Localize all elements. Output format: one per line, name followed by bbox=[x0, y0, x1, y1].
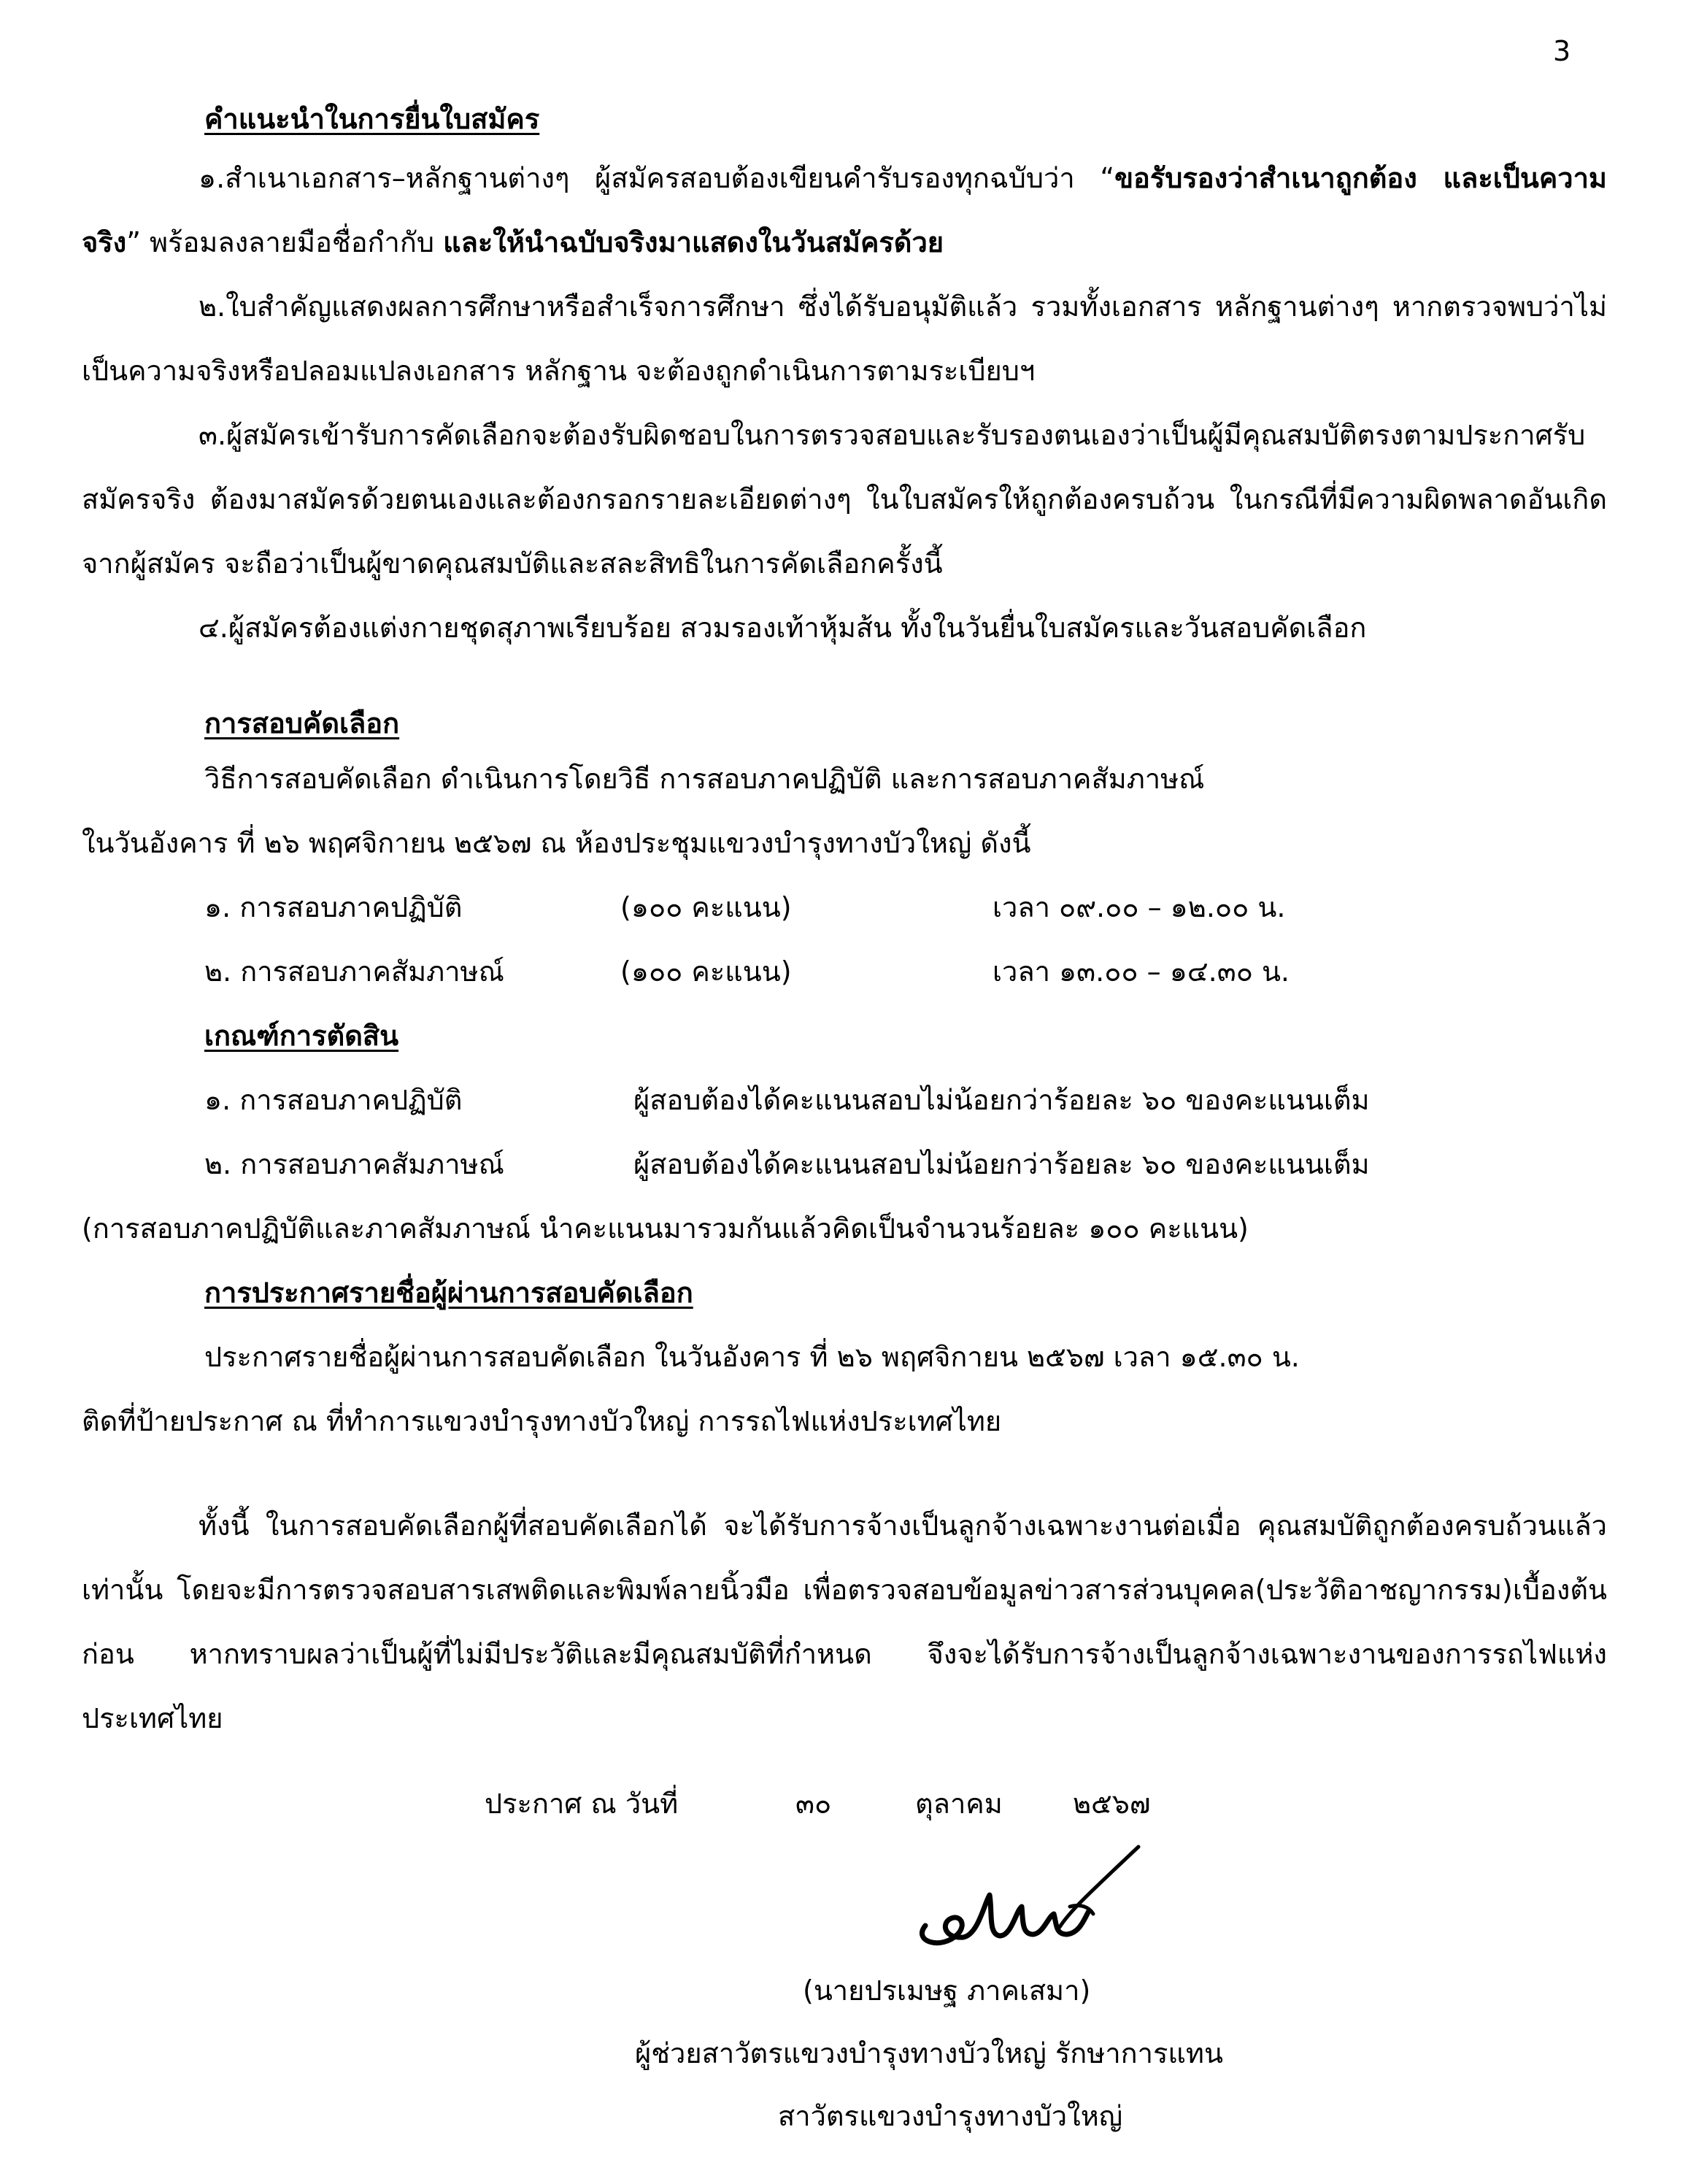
item2-text: ๒.ใบสำคัญแสดงผลการศึกษาหรือสำเร็จการศึกษา ซึ่งได้รับอนุมัติแล้ว รวมทั้งเอกสาร หลักฐานต่างๆ หากตรวจพบว่าไม่เป็นความจริงหรือปลอมแปลงเอกสาร หลักฐาน จะต้องถูกดำเนินการตามระเบียบฯ bbox=[82, 291, 1607, 387]
criteria-name: ๑. การสอบภาคปฏิบัติ bbox=[204, 1084, 463, 1116]
criteria-rule: ผู้สอบต้องได้คะแนนสอบไม่น้อยกว่าร้อยละ ๖๐ ของคะแนนเต็ม bbox=[633, 1084, 1370, 1116]
item1-text: ๑.สำเนาเอกสาร–หลักฐานต่างๆ ผู้สมัครสอบต้องเขียนคำรับรองทุกฉบับว่า “ bbox=[199, 162, 1115, 194]
item1-bold-certify: ขอรับรองว่าสำเนาถูกต้อง และเป็นความจริง bbox=[82, 162, 1607, 258]
exam-score: (๑๐๐ คะแนน) bbox=[620, 891, 792, 923]
selection-method: วิธีการสอบคัดเลือก ดำเนินการโดยวิธี การสอบภาคปฏิบัติ และการสอบภาคสัมภาษณ์ bbox=[204, 763, 1205, 795]
announcement-heading: การประกาศรายชื่อผู้ผ่านการสอบคัดเลือก bbox=[204, 1277, 693, 1309]
announcement-date: ประกาศรายชื่อผู้ผ่านการสอบคัดเลือก ในวันอังคาร ที่ ๒๖ พฤศจิกายน ๒๕๖๗ เวลา ๑๕.๓๐ น. bbox=[204, 1341, 1300, 1373]
exam-time: เวลา ๐๙.๐๐ – ๑๒.๐๐ น. bbox=[993, 891, 1286, 923]
selection-heading: การสอบคัดเลือก bbox=[204, 707, 400, 739]
item3-text: ๓.ผู้สมัครเข้ารับการคัดเลือกจะต้องรับผิดชอบในการตรวจสอบและรับรองตนเองว่าเป็นผู้มีคุณสมบัติตรงตามประกาศรับสมัครจริง ต้องมาสมัครด้วยตนเองและต้องกรอกรายละเอียดต่างๆ ในใบสมัครให้ถูกต้องครบถ้วน ในกรณีที่มีความผิดพลาดอันเกิดจากผู้สมัคร จะถือว่าเป็นผู้ขาดคุณสมบัติและสละสิทธิในการคัดเลือกครั้งนี้ bbox=[82, 419, 1607, 580]
criteria-heading: เกณฑ์การตัดสิน bbox=[204, 1020, 399, 1052]
exam-score: (๑๐๐ คะแนน) bbox=[620, 956, 792, 988]
criteria-name: ๒. การสอบภาคสัมภาษณ์ bbox=[204, 1148, 504, 1180]
exam-time: เวลา ๑๓.๐๐ – ๑๔.๓๐ น. bbox=[993, 956, 1290, 988]
signature-image bbox=[898, 1825, 1160, 1971]
item1-bold-original: และให้นำฉบับจริงมาแสดงในวันสมัครด้วย bbox=[443, 226, 944, 258]
page-number: 3 bbox=[1553, 35, 1571, 67]
criteria-note: (การสอบภาคปฏิบัติและภาคสัมภาษณ์ นำคะแนนมารวมกันแล้วคิดเป็นจำนวนร้อยละ ๑๐๐ คะแนน) bbox=[82, 1212, 1249, 1245]
instruction-item-1 bbox=[82, 146, 1607, 274]
announcement-location: ติดที่ป้ายประกาศ ณ ที่ทำการแขวงบำรุงทางบัวใหญ่ การรถไฟแห่งประเทศไทย bbox=[82, 1405, 1002, 1437]
signer-position-2: สาวัตรแขวงบำรุงทางบัวใหญ่ bbox=[778, 2100, 1123, 2132]
exam-name: ๒. การสอบภาคสัมภาษณ์ bbox=[204, 956, 504, 988]
announce-date-label: ประกาศ ณ วันที่ bbox=[485, 1788, 679, 1820]
instruction-item-4 bbox=[82, 596, 1607, 660]
closing-text: ทั้งนี้ ในการสอบคัดเลือกผู้ที่สอบคัดเลือกได้ จะได้รับการจ้างเป็นลูกจ้างเฉพาะงานต่อเมื่อ คุณสมบัติถูกต้องครบถ้วนแล้วเท่านั้น โดยจะมีการตรวจสอบสารเสพติดและพิมพ์ลายนิ้วมือ เพื่อตรวจสอบข้อมูลข่าวสารส่วนบุคคล(ประวัติอาชญากรรม)เบื้องต้นก่อน หากทราบผลว่าเป็นผู้ที่ไม่มีประวัติและมีคุณสมบัติที่กำหนด จึงจะได้รับการจ้างเป็นลูกจ้างเฉพาะงานของการรถไฟแห่งประเทศไทย bbox=[82, 1510, 1607, 1734]
instruction-item-2 bbox=[82, 274, 1607, 403]
item4-text: ๔.ผู้สมัครต้องแต่งกายชุดสุภาพเรียบร้อย สวมรองเท้าหุ้มส้น ทั้งในวันยื่นใบสมัครและวันสอบคัดเลือก bbox=[199, 612, 1367, 644]
signer-position-1: ผู้ช่วยสาวัตรแขวงบำรุงทางบัวใหญ่ รักษาการแทน bbox=[635, 2037, 1223, 2069]
closing-paragraph bbox=[82, 1493, 1607, 1750]
signer-name: (นายปรเมษฐ ภาคเสมา) bbox=[803, 1975, 1091, 2007]
announce-day: ๓๐ bbox=[795, 1788, 832, 1820]
announce-year: ๒๕๖๗ bbox=[1073, 1788, 1151, 1820]
selection-date-venue: ในวันอังคาร ที่ ๒๖ พฤศจิกายน ๒๕๖๗ ณ ห้องประชุมแขวงบำรุงทางบัวใหญ่ ดังนี้ bbox=[82, 827, 1031, 859]
instruction-item-3 bbox=[82, 403, 1607, 596]
item1-text-2: ” พร้อมลงลายมือชื่อกำกับ bbox=[126, 226, 444, 258]
instructions-heading: คำแนะนำในการยื่นใบสมัคร bbox=[204, 103, 540, 135]
announce-month: ตุลาคม bbox=[915, 1788, 1003, 1820]
exam-name: ๑. การสอบภาคปฏิบัติ bbox=[204, 891, 463, 923]
criteria-rule: ผู้สอบต้องได้คะแนนสอบไม่น้อยกว่าร้อยละ ๖๐ ของคะแนนเต็ม bbox=[633, 1148, 1370, 1180]
